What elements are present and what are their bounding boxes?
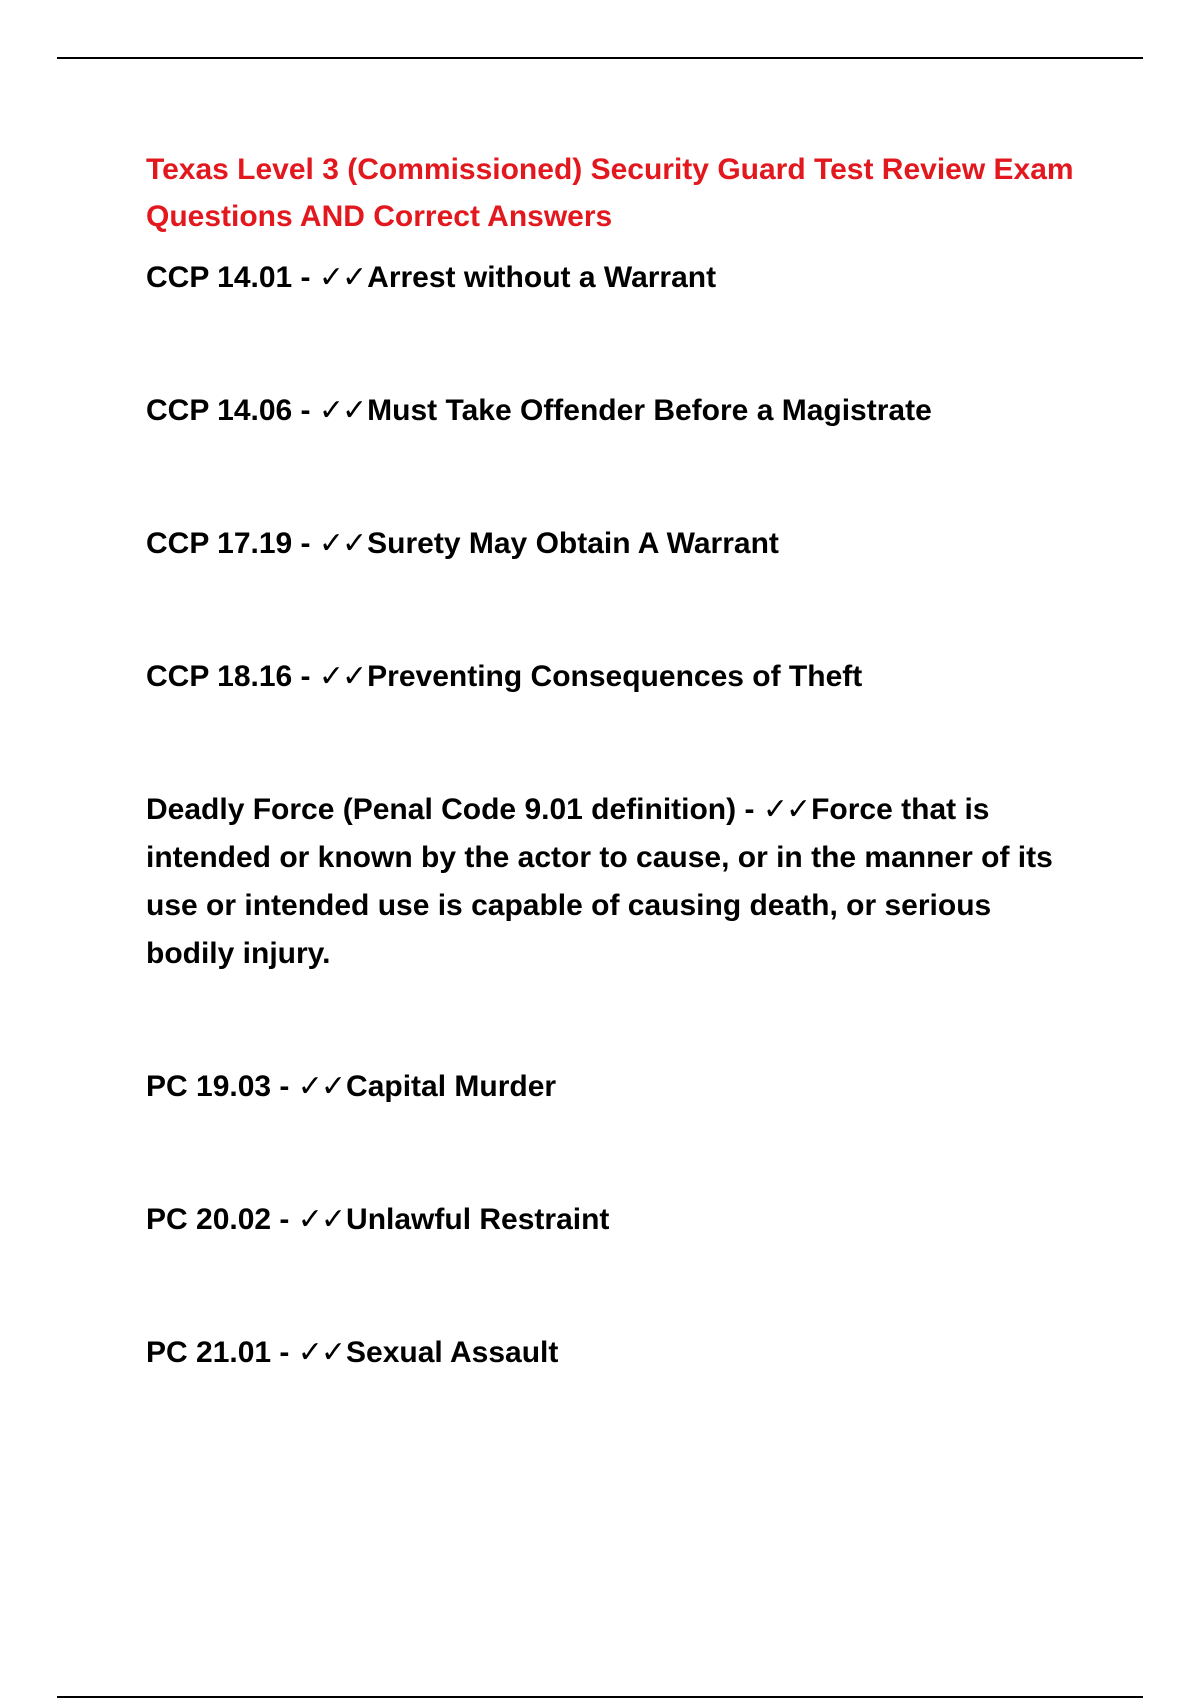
qa-answer: Preventing Consequences of Theft bbox=[367, 660, 863, 693]
qa-answer: Arrest without a Warrant bbox=[367, 261, 717, 294]
qa-item bbox=[146, 520, 1076, 568]
header-rule bbox=[57, 57, 1143, 59]
double-check-icon: ✓✓ bbox=[318, 659, 366, 694]
qa-answer: Unlawful Restraint bbox=[346, 1203, 610, 1236]
double-check-icon: ✓✓ bbox=[297, 1202, 345, 1237]
qa-separator: - bbox=[292, 394, 319, 427]
qa-term: PC 19.03 bbox=[146, 1070, 272, 1103]
footer-rule bbox=[57, 1696, 1143, 1698]
document-title: Texas Level 3 (Commissioned) Security Guard Test Review Exam Questions AND Correct Answers bbox=[146, 153, 1074, 233]
qa-separator: - bbox=[292, 660, 319, 693]
qa-separator: - bbox=[271, 1203, 298, 1236]
qa-separator: - bbox=[736, 793, 763, 826]
qa-item bbox=[146, 786, 1076, 978]
double-check-icon: ✓✓ bbox=[318, 260, 366, 295]
qa-separator: - bbox=[292, 527, 319, 560]
qa-term: CCP 17.19 bbox=[146, 527, 293, 560]
qa-term: CCP 14.01 bbox=[146, 261, 293, 294]
double-check-icon: ✓✓ bbox=[297, 1069, 345, 1104]
qa-item bbox=[146, 1063, 1076, 1111]
qa-term: PC 21.01 bbox=[146, 1336, 272, 1369]
double-check-icon: ✓✓ bbox=[318, 526, 366, 561]
qa-item bbox=[146, 1196, 1076, 1244]
document-body bbox=[146, 146, 1076, 1377]
qa-list bbox=[146, 254, 1076, 1377]
double-check-icon: ✓✓ bbox=[318, 393, 366, 428]
qa-term: Deadly Force (Penal Code 9.01 definition) bbox=[146, 793, 737, 826]
qa-answer: Force that is intended or known by the actor to cause, or in the manner of its use or intended use is capable of causing death, or serious bodily injury. bbox=[146, 793, 1053, 970]
qa-item bbox=[146, 387, 1076, 435]
qa-answer: Capital Murder bbox=[346, 1070, 557, 1103]
qa-item bbox=[146, 1329, 1076, 1377]
qa-item bbox=[146, 653, 1076, 701]
qa-answer: Surety May Obtain A Warrant bbox=[367, 527, 779, 560]
qa-separator: - bbox=[271, 1336, 298, 1369]
qa-separator: - bbox=[271, 1070, 298, 1103]
qa-separator: - bbox=[292, 261, 319, 294]
qa-term: CCP 18.16 bbox=[146, 660, 293, 693]
qa-item bbox=[146, 254, 1076, 302]
qa-term: PC 20.02 bbox=[146, 1203, 272, 1236]
qa-answer: Sexual Assault bbox=[346, 1336, 559, 1369]
qa-answer: Must Take Offender Before a Magistrate bbox=[367, 394, 932, 427]
double-check-icon: ✓✓ bbox=[297, 1335, 345, 1370]
qa-term: CCP 14.06 bbox=[146, 394, 293, 427]
double-check-icon: ✓✓ bbox=[762, 792, 810, 827]
